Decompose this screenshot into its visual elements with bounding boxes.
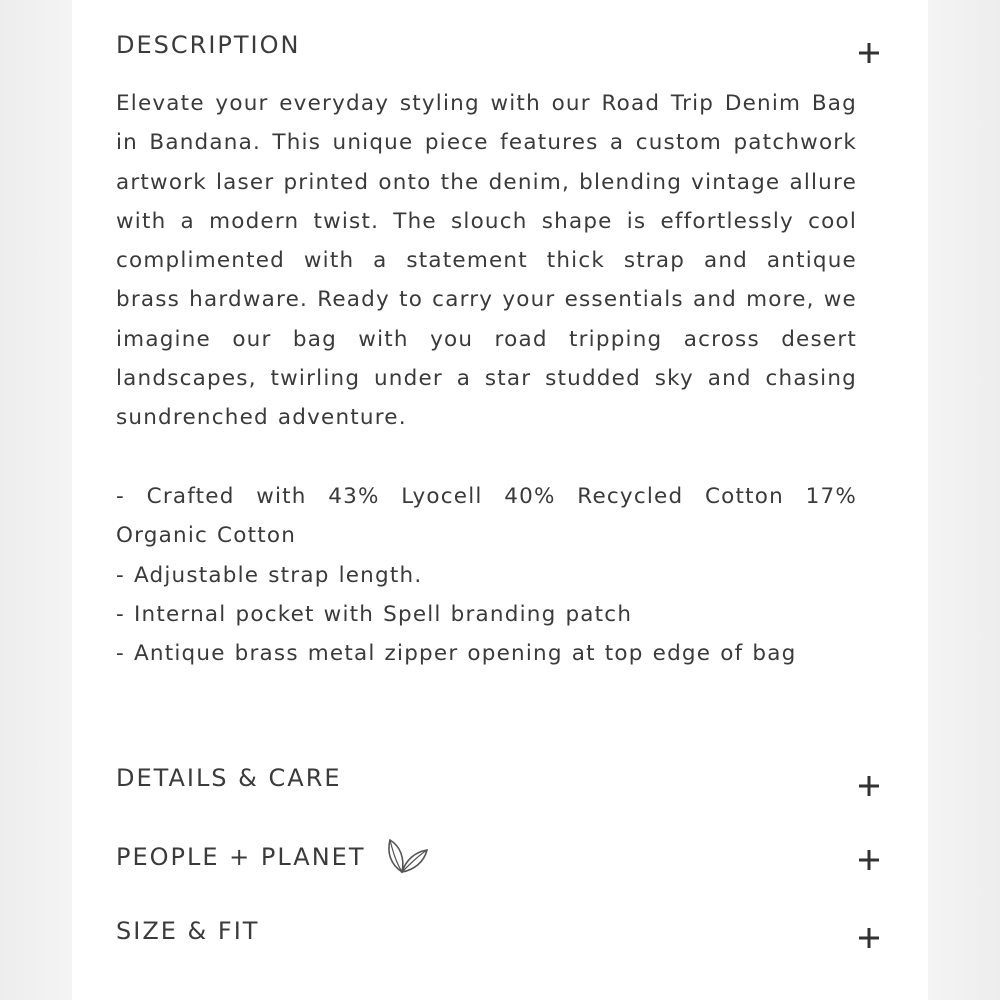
people-planet-title: PEOPLE + PLANET — [116, 843, 366, 871]
description-bullet: - Crafted with 43% Lyocell 40% Recycled Cotton 17% Organic Cotton — [116, 483, 857, 549]
description-bullet: - Adjustable strap length. — [116, 562, 423, 588]
description-content — [116, 84, 857, 673]
description-spacer — [116, 438, 857, 477]
description-expand-plus-icon[interactable] — [854, 38, 884, 68]
size-fit-expand-plus-icon[interactable] — [854, 923, 884, 953]
details-care-header[interactable] — [116, 763, 884, 803]
product-info-panel — [72, 0, 928, 1000]
details-care-title: DETAILS & CARE — [116, 764, 342, 792]
description-header[interactable] — [116, 30, 884, 70]
size-fit-header[interactable] — [116, 916, 884, 956]
description-paragraph: Elevate your everyday styling with our Road Trip Denim Bag in Bandana. This unique piece features a custom patchwork artwork laser printed onto the denim, blending vintage allure with a modern twist. The slouch shape is effortlessly cool complimented with a statement thick strap and antique brass hardware. Ready to carry your essentials and more, we imagine our bag with you road tripping across desert landscapes, twirling under a star studded sky and chasing sundrenched adventure. — [116, 91, 857, 431]
description-title: DESCRIPTION — [116, 31, 301, 59]
description-bullet: - Antique brass metal zipper opening at top edge of bag — [116, 641, 797, 667]
size-fit-title: SIZE & FIT — [116, 917, 260, 945]
details-care-expand-plus-icon[interactable] — [854, 771, 884, 801]
people-planet-expand-plus-icon[interactable] — [854, 845, 884, 875]
description-bullet: - Internal pocket with Spell branding patch — [116, 601, 633, 627]
leaf-icon — [384, 836, 430, 876]
people-planet-header[interactable] — [116, 842, 884, 882]
